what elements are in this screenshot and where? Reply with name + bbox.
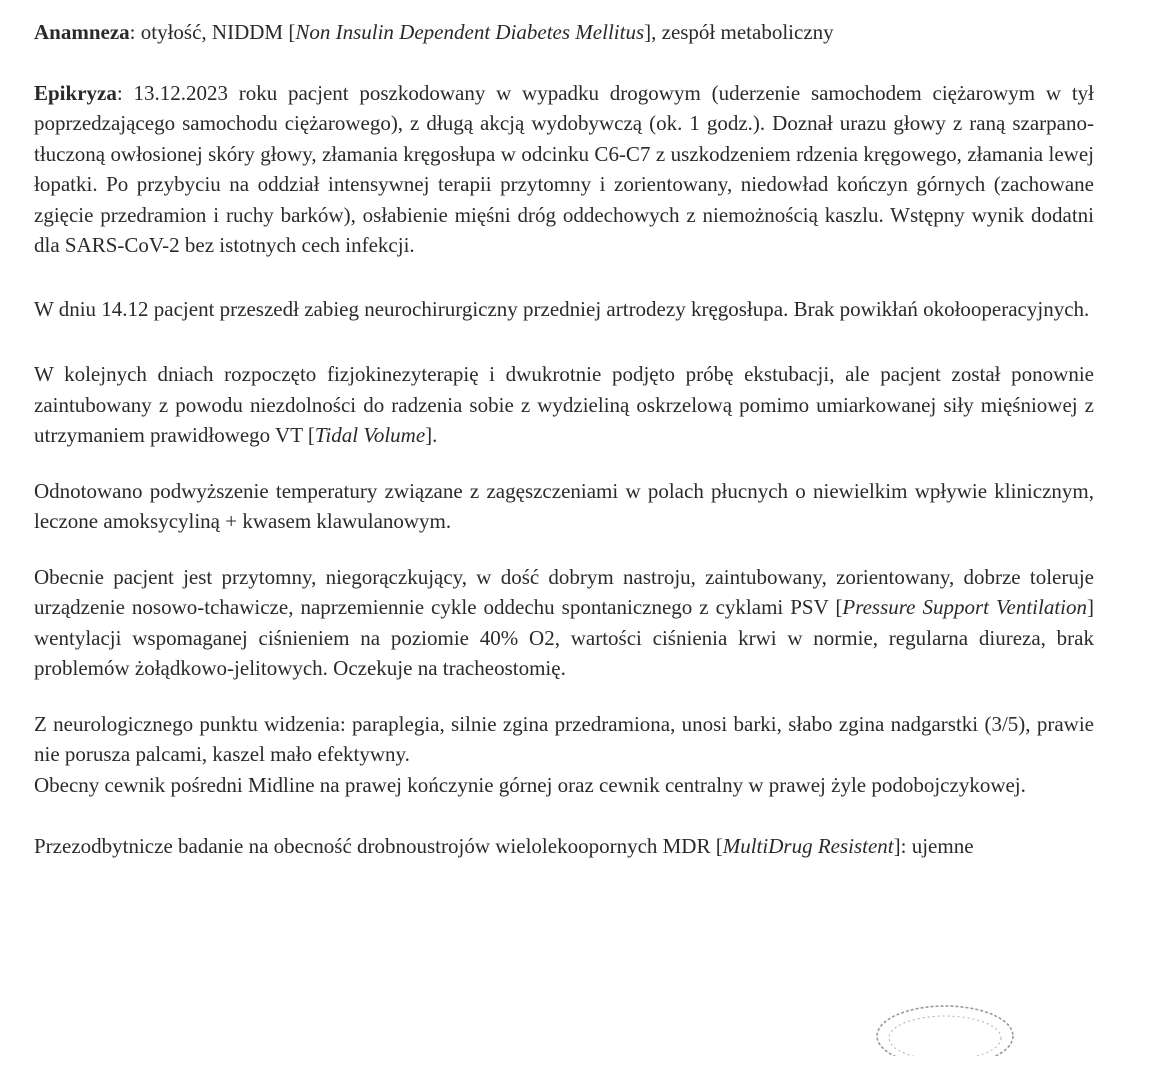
extubation-text-end: ]. xyxy=(425,423,438,447)
current-state-italic-term: Pressure Support Ventilation xyxy=(842,595,1087,619)
anamneza-separator: : xyxy=(129,20,141,44)
mdr-italic-term: MultiDrug Resistent xyxy=(722,834,894,858)
epikryza-paragraph xyxy=(34,78,1094,261)
mdr-text-end: ]: ujemne xyxy=(893,834,974,858)
catheter-paragraph: Obecny cewnik pośredni Midline na prawej kończynie górnej oraz cewnik centralny w prawej żyle podobojczykowej. xyxy=(34,772,1026,797)
neurology-paragraph: Z neurologicznego punktu widzenia: paraplegia, silnie zgina przedramiona, unosi barki, słabo zgina nadgarstki (3/5), prawie nie porusza palcami, kaszel mało efektywny. xyxy=(34,711,1094,766)
anamneza-text-end: ], zespół metaboliczny xyxy=(644,20,834,44)
mdr-text-start: Przezodbytnicze badanie na obecność drobnoustrojów wielolekoopornych MDR [ xyxy=(34,834,723,858)
mdr-paragraph xyxy=(34,831,1094,862)
epikryza-text: 13.12.2023 roku pacjent poszkodowany w wypadku drogowym (uderzenie samochodem ciężarowym w tył poprzedzającego samochodu ciężarowego), z długą akcją wydobywczą (ok. 1 godz.). Doznał urazu głowy z raną szarpano-tłuczoną owłosionej skóry głowy, złamania kręgosłupa w odcinku C6-C7 z uszkodzeniem rdzenia kręgowego, złamania lewej łopatki. Po przybyciu na oddział intensywnej terapii przytomny i zorientowany, niedowład kończyn górnych (zachowane zgięcie przedramion i ruchy barków), osłabienie mięśni dróg oddechowych z niemożnością kaszlu. Wstępny wynik dodatni dla SARS-CoV-2 bez istotnych cech infekcji. xyxy=(34,80,1094,257)
epikryza-label: Epikryza xyxy=(34,80,117,105)
current-state-paragraph xyxy=(34,562,1094,684)
anamneza-paragraph xyxy=(34,17,1094,48)
anamneza-label: Anamneza xyxy=(34,20,130,44)
extubation-text-start: W kolejnych dniach rozpoczęto fizjokinezyterapię i dwukrotnie podjęto próbę ekstubacji, ale pacjent został ponownie zaintubowany z powodu niezdolności do radzenia sobie z wydzieliną oskrzelową pomimo umiarkowanej siły mięśniowej z utrzymaniem prawidłowego VT [ xyxy=(34,362,1094,447)
document-page xyxy=(34,17,1094,862)
extubation-italic-term: Tidal Volume xyxy=(314,423,426,447)
extubation-paragraph xyxy=(34,359,1094,451)
stamp-icon xyxy=(870,996,1020,1056)
current-state-text-end: ] wentylacji wspomaganej ciśnieniem na poziomie 40% O2, wartości ciśnienia krwi w normie, regularna diureza, brak problemów żołądkowo-jelitowych. Oczekuje na tracheostomię. xyxy=(34,595,1094,680)
anamneza-italic-term: Non Insulin Dependent Diabetes Mellitus xyxy=(295,20,645,44)
current-state-text-start: Obecnie pacjent jest przytomny, niegorączkujący, w dość dobrym nastroju, zaintubowany, zorientowany, dobrze toleruje urządzenie nosowo-tchawicze, naprzemiennie cykle oddechu spontanicznego z cyklami PSV [ xyxy=(34,564,1094,619)
temperature-paragraph: Odnotowano podwyższenie temperatury związane z zagęszczeniami w polach płucnych o niewielkim wpływie klinicznym, leczone amoksycyliną + kwasem klawulanowym. xyxy=(34,478,1094,533)
epikryza-separator: : xyxy=(116,80,134,105)
surgery-paragraph: W dniu 14.12 pacjent przeszedł zabieg neurochirurgiczny przedniej artrodezy kręgosłupa. Brak powikłań okołooperacyjnych. xyxy=(34,296,1090,321)
anamneza-text-start: otyłość, NIDDM [ xyxy=(140,20,296,44)
